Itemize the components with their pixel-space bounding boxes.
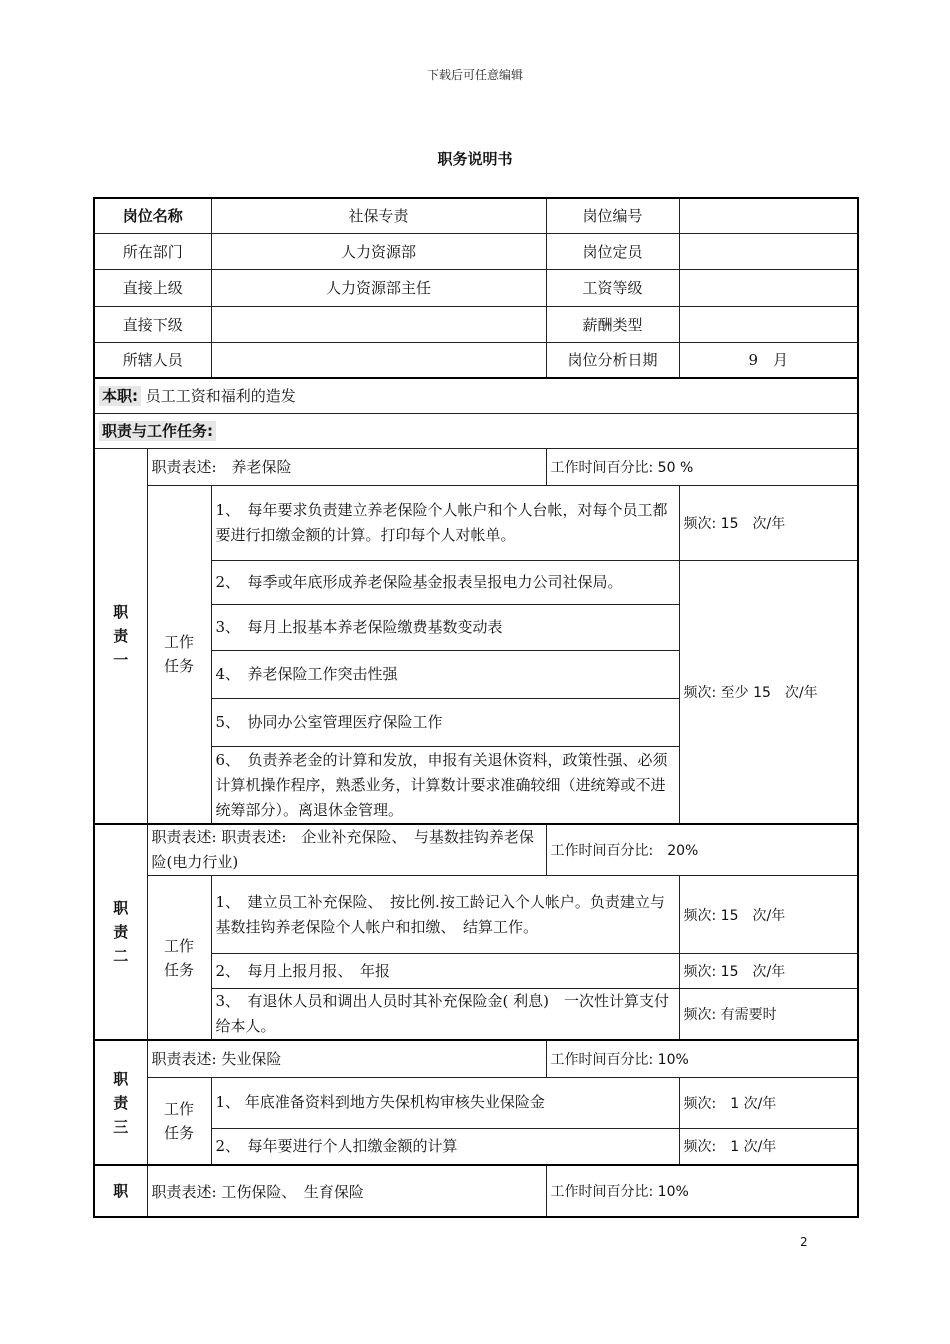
info-label: 岗位编号 — [546, 198, 679, 233]
document-title: 职务说明书 — [437, 150, 513, 168]
info-value: 人力资源部主任 — [211, 269, 546, 306]
task-text: 1、 建立员工补充保险、 按比例.按工龄记入个人帐户。负责建立与基数挂钩养老保险个人帐户和扣缴、 结算工作。 — [211, 876, 679, 954]
job-info-table — [93, 197, 859, 1218]
duties-header-row — [94, 413, 858, 448]
duty-3-desc-row — [94, 1040, 858, 1077]
task-frequency: 频次: 至少 15 次/年 — [679, 560, 858, 824]
info-label: 岗位分析日期 — [546, 342, 679, 378]
page-number: 2 — [800, 1235, 808, 1249]
task-text: 1、 每年要求负责建立养老保险个人帐户和个人台帐，对每个员工都要进行扣缴金额的计算。打印每个人对帐单。 — [211, 485, 679, 560]
task-label: 工作 任务 — [147, 876, 211, 1041]
job-description-sheet — [93, 197, 857, 1218]
info-label: 直接下级 — [94, 306, 211, 342]
duty-percent: 工作时间百分比: 10% — [546, 1165, 858, 1217]
main-duty-label: 本职: — [99, 386, 141, 406]
task-row — [94, 1077, 858, 1128]
task-text: 3、 有退休人员和调出人员时其补充保险金( 利息) 一次性计算支付给本人。 — [211, 989, 679, 1041]
duty-4-name: 职 — [94, 1165, 147, 1217]
task-label: 工作 任务 — [147, 485, 211, 824]
task-frequency: 频次: 1 次/年 — [679, 1128, 858, 1165]
duty-2-desc-row — [94, 824, 858, 876]
info-label: 直接上级 — [94, 269, 211, 306]
duty-3-name: 职 责 三 — [94, 1040, 147, 1165]
duty-percent: 工作时间百分比: 10% — [546, 1040, 858, 1077]
info-row — [94, 233, 858, 269]
task-frequency: 频次: 15 次/年 — [679, 954, 858, 989]
duty-4-desc-row — [94, 1165, 858, 1217]
info-label: 岗位定员 — [546, 233, 679, 269]
duty-desc: 职责表述: 职责表述: 企业补充保险、 与基数挂钩养老保险(电力行业) — [147, 824, 546, 876]
task-frequency: 频次: 15 次/年 — [679, 485, 858, 560]
duty-desc: 职责表述: 工伤保险、 生育保险 — [147, 1165, 546, 1217]
task-text: 2、 每季或年底形成养老保险基金报表呈报电力公司社保局。 — [211, 560, 679, 604]
info-label: 所辖人员 — [94, 342, 211, 378]
task-row — [94, 485, 858, 560]
duty-desc: 职责表述: 养老保险 — [147, 448, 546, 485]
duty-percent: 工作时间百分比: 50 % — [546, 448, 858, 485]
info-value — [679, 233, 858, 269]
info-value: 人力资源部 — [211, 233, 546, 269]
info-value — [679, 198, 858, 233]
task-text: 2、 每月上报月报、 年报 — [211, 954, 679, 989]
info-row — [94, 342, 858, 378]
info-label: 所在部门 — [94, 233, 211, 269]
info-label: 工资等级 — [546, 269, 679, 306]
task-text: 5、 协同办公室管理医疗保险工作 — [211, 698, 679, 746]
page-header-note: 下载后可任意编辑 — [426, 68, 523, 82]
info-row — [94, 269, 858, 306]
info-label: 薪酬类型 — [546, 306, 679, 342]
task-frequency: 频次: 有需要时 — [679, 989, 858, 1041]
duty-2-name: 职 责 二 — [94, 824, 147, 1040]
task-text: 6、 负责养老金的计算和发放，申报有关退休资料，政策性强、必须计算机操作程序，熟悉业务，计算数计要求准确较细（进统筹或不进统筹部分）。离退休金管理。 — [211, 746, 679, 824]
info-label: 岗位名称 — [94, 198, 211, 233]
info-value: 9 月 — [679, 342, 858, 378]
main-duty-row — [94, 378, 858, 413]
task-frequency: 频次: 15 次/年 — [679, 876, 858, 954]
info-value — [211, 306, 546, 342]
info-value — [679, 306, 858, 342]
task-label: 工作 任务 — [147, 1077, 211, 1165]
main-duty-text: 员工工资和福利的造发 — [145, 387, 296, 406]
duties-header: 职责与工作任务: — [99, 421, 216, 441]
duty-percent: 工作时间百分比: 20% — [546, 824, 858, 876]
task-text: 3、 每月上报基本养老保险缴费基数变动表 — [211, 604, 679, 650]
info-value — [679, 269, 858, 306]
task-row — [94, 876, 858, 954]
task-text: 4、 养老保险工作突击性强 — [211, 650, 679, 698]
duty-1-desc-row — [94, 448, 858, 485]
task-text: 2、 每年要进行个人扣缴金额的计算 — [211, 1128, 679, 1165]
duty-1-name: 职 责 一 — [94, 448, 147, 824]
duty-desc: 职责表述: 失业保险 — [147, 1040, 546, 1077]
info-value: 社保专责 — [211, 198, 546, 233]
task-frequency: 频次: 1 次/年 — [679, 1077, 858, 1128]
info-row — [94, 306, 858, 342]
info-row — [94, 198, 858, 233]
info-value — [211, 342, 546, 378]
task-text: 1、 年底准备资料到地方失保机构审核失业保险金 — [211, 1077, 679, 1128]
